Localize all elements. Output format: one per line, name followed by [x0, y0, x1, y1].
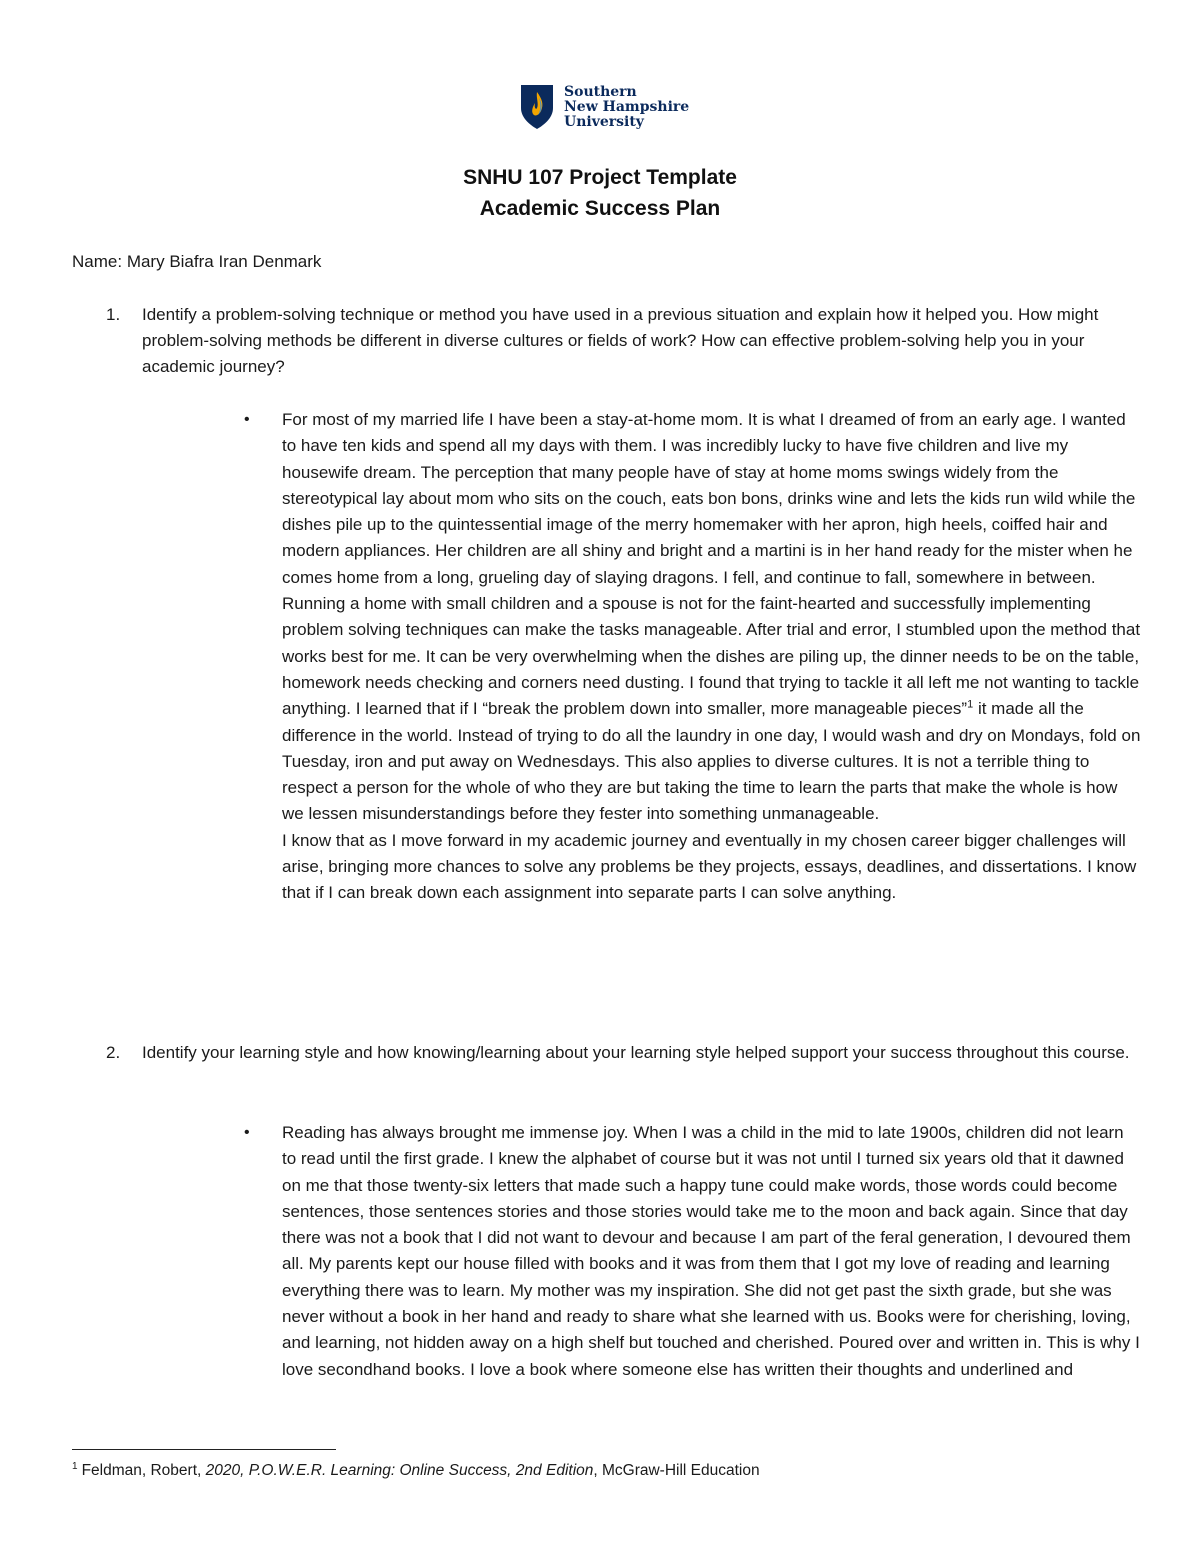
- question-2: [72, 1040, 1132, 1066]
- question-number: 1.: [106, 305, 121, 324]
- footnote-author: Feldman, Robert,: [81, 1462, 206, 1480]
- footnote-reference: 1: [967, 698, 974, 711]
- document-title: SNHU 107 Project Template: [463, 166, 737, 189]
- answer-1: [244, 407, 1142, 907]
- footnote-mark: 1: [72, 1461, 78, 1472]
- footnote-edition: 2nd Edition: [515, 1462, 594, 1480]
- footnote-year: 2020,: [205, 1462, 249, 1480]
- student-name-line: [72, 252, 321, 272]
- answer-paragraph: [282, 407, 1142, 828]
- bullet-icon: •: [244, 1124, 250, 1141]
- question-prompt: Identify your learning style and how knowing/learning about your learning style helped support your success throughout this course.: [142, 1043, 1130, 1062]
- footnote: [72, 1461, 760, 1480]
- logo-line-2: New Hampshire: [564, 98, 690, 115]
- question-number: 2.: [106, 1043, 121, 1062]
- name-value: Mary Biafra Iran Denmark: [126, 252, 322, 271]
- document-subtitle: Academic Success Plan: [479, 197, 721, 220]
- question-1: [72, 302, 1132, 380]
- logo-wordmark: [564, 85, 689, 130]
- footnote-work: P.O.W.E.R. Learning: Online Success,: [248, 1462, 516, 1480]
- answer-2: [244, 1120, 1142, 1383]
- question-prompt: Identify a problem-solving technique or method you have used in a previous situation and explain how it helped you. How might problem-solving methods be different in diverse cultures or fields of work? How can effective problem-solving help you in your academic journey?: [142, 305, 1099, 376]
- answer-text-part-2: it made all the difference in the world. Instead of trying to do all the laundry in one day, I would wash and dry on Mondays, fold on Tuesday, iron and put away on Wednesdays. This also applies to diverse cultures. It is not a terrible thing to respect a person for the whole of who they are but taking the time to learn the parts that make the whole is how we lessen misunderstandings before they fester into something unmanageable.: [282, 699, 1141, 824]
- logo-line-1: Southern: [564, 83, 637, 100]
- answer-text-part-1: For most of my married life I have been a stay-at-home mom. It is what I dreamed of from an early age. I wanted to have ten kids and spend all my days with them. I was incredibly lucky to have five children and live my housewife dream. The perception that many people have of stay at home moms swings widely from the stereotypical lay about mom who sits on the couch, eats bon bons, drinks wine and lets the kids run wild while the dishes pile up to the quintessential image of the merry homemaker with her apron, high heels, coiffed hair and modern appliances. Her children are all shiny and bright and a martini is in her hand ready for the mister when he comes home from a long, grueling day of slaying dragons. I fell, and continue to fall, somewhere in between. Running a home with small children and a spouse is not for the faint-hearted and successfully implementing problem solving techniques can make the tasks manageable. After trial and error, I stumbled upon the method that works best for me. It can be very overwhelming when the dishes are piling up, the dinner needs to be on the table, homework needs checking and corners need dusting. I found that trying to tackle it all left me not wanting to tackle anything. I learned that if I “break the problem down into smaller, more manageable pieces”: [282, 410, 1141, 719]
- answer-paragraph: Reading has always brought me immense joy. When I was a child in the mid to late 1900s, children did not learn to read until the first grade. I knew the alphabet of course but it was not until I turned six years old that it dawned on me that those twenty-six letters that made such a happy tune could make words, those words could become sentences, those sentences stories and those stories would take me to the moon and back again. Since that day there was not a book that I did not want to devour and because I am part of the feral generation, I devoured them all. My parents kept our house filled with books and it was from them that I got my love of reading and learning everything there was to learn. My mother was my inspiration. She did not get past the sixth grade, but she was never without a book in her hand and ready to share what she learned with us. Books were for cherishing, loving, and learning, not hidden away on a high shelf but touched and cherished. Poured over and written in. This is why I love secondhand books. I love a book where someone else has written their thoughts and underlined and: [282, 1123, 1140, 1379]
- bullet-icon: •: [244, 411, 250, 428]
- answer-paragraph: I know that as I move forward in my academic journey and eventually in my chosen career bigger challenges will arise, bringing more chances to solve any problems be they projects, essays, deadlines, and dissertations. I know that if I can break down each assignment into separate parts I can solve anything.: [282, 830, 1137, 903]
- logo-line-3: University: [564, 113, 644, 130]
- snhu-logo: [520, 84, 689, 130]
- name-label: Name:: [72, 252, 123, 271]
- footnote-separator: [72, 1449, 336, 1450]
- shield-flame-icon: [520, 84, 554, 130]
- footnote-publisher: , McGraw-Hill Education: [593, 1462, 760, 1480]
